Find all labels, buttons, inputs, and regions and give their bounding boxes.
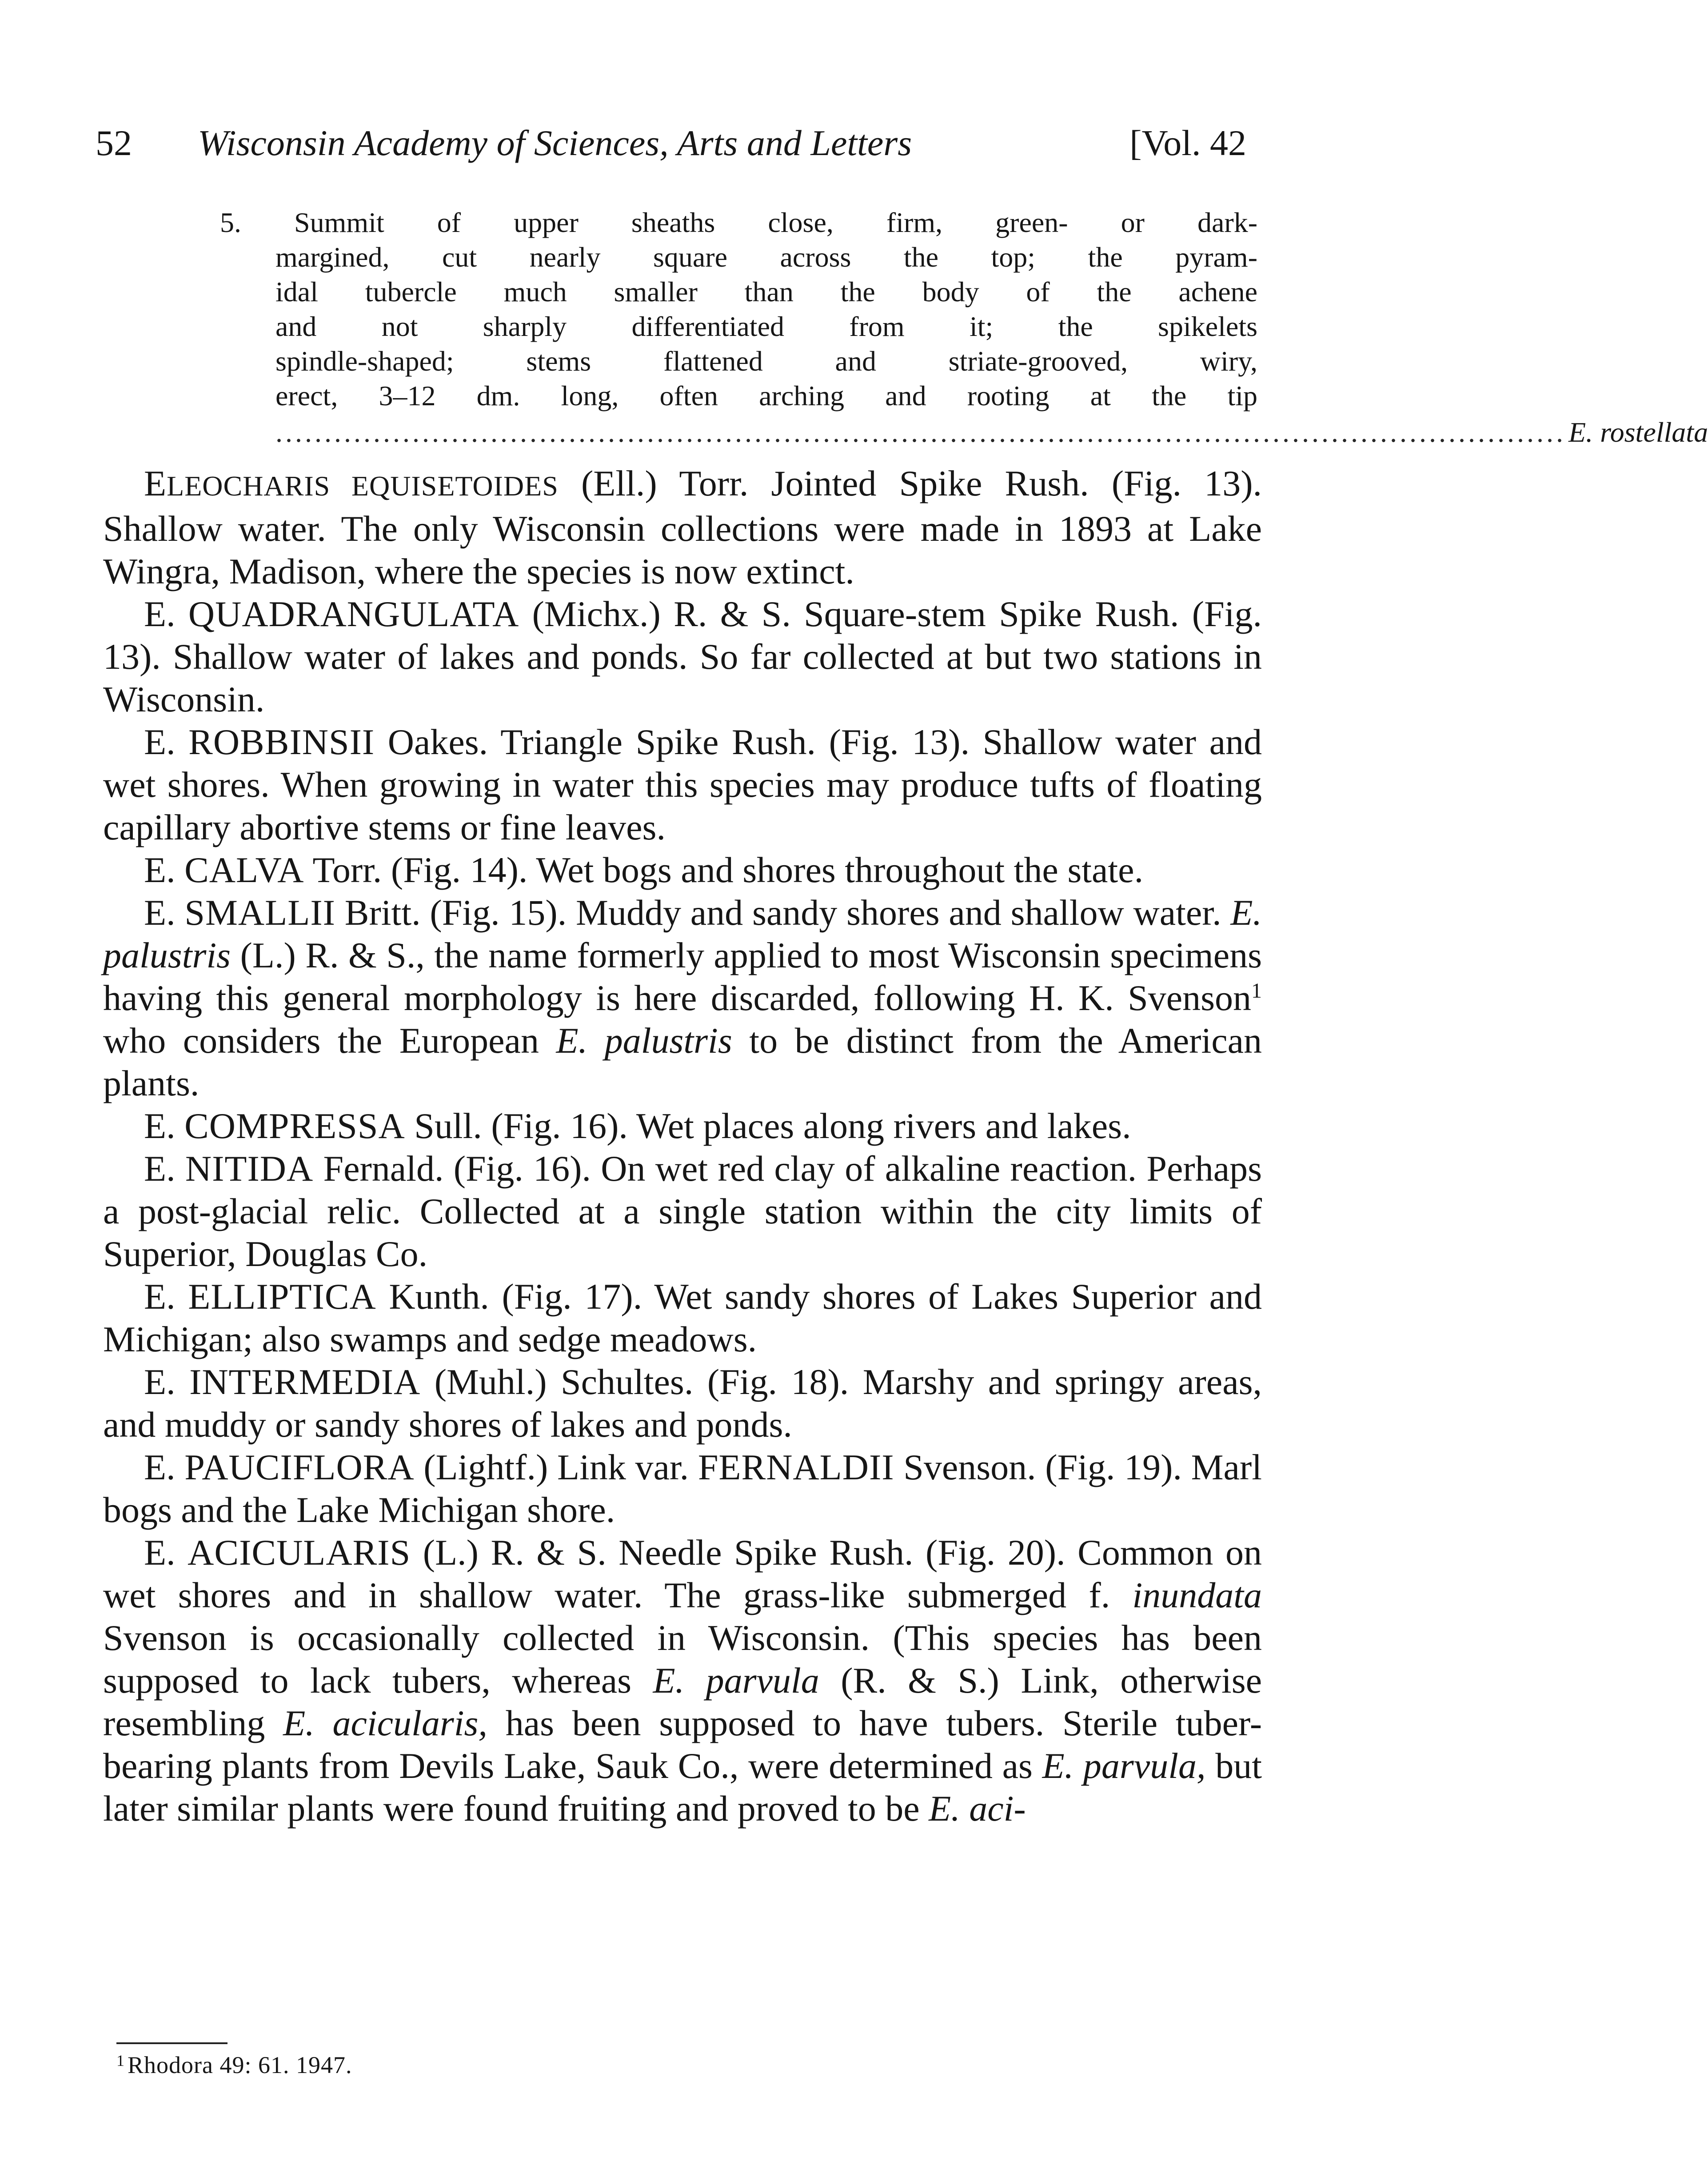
running-head bbox=[96, 116, 1246, 170]
entry-pauciflora: E. PAUCIFLORA (Lightf.) Link var. FERNALDII Svenson. (Fig. 19). Marl bogs and the Lake Michigan shore. bbox=[103, 1447, 1262, 1530]
volume-label: [Vol. 42 bbox=[1129, 123, 1246, 163]
entry-robbinsii: E. ROBBINSII Oakes. Triangle Spike Rush. (Fig. 13). Shallow water and wet shores. When growing in water this species may produce tufts of floating capillary abortive stems or fine leaves. bbox=[103, 722, 1262, 847]
key-lead-destination-line bbox=[240, 415, 1708, 450]
key-destination: E. rostellata bbox=[1568, 416, 1708, 448]
footnote-text: Rhodora 49: 61. 1947. bbox=[128, 2052, 352, 2078]
key-lead-line: 5. Summit of upper sheaths close, firm, green- or dark- bbox=[220, 207, 1258, 238]
species-name: NITIDA bbox=[185, 1148, 314, 1189]
entry-nitida: E. NITIDA Fernald. (Fig. 16). On wet red clay of alkaline reaction. Perhaps a post-glacial relic. Collected at a single station within the city limits of Superior, Douglas Co. bbox=[103, 1148, 1262, 1274]
journal-title: Wisconsin Academy of Sciences, Arts and Letters bbox=[198, 123, 912, 163]
species-name: ACICULARIS bbox=[188, 1532, 411, 1573]
species-name: SMALLII bbox=[184, 892, 335, 933]
key-lead-line: idal tubercle much smaller than the body of the achene bbox=[275, 276, 1257, 308]
entry-intermedia: E. INTERMEDIA (Muhl.) Schultes. (Fig. 18). Marshy and springy areas, and muddy or sandy shores of lakes and ponds. bbox=[103, 1362, 1262, 1445]
entry-compressa: E. COMPRESSA Sull. (Fig. 16). Wet places along rivers and lakes. bbox=[144, 1106, 1131, 1146]
species-name: ELEOCHARIS EQUISETOIDES bbox=[144, 463, 559, 503]
key-lead-line: spindle-shaped; stems flattened and striate-grooved, wiry, bbox=[275, 345, 1257, 377]
key-lead-line: margined, cut nearly square across the top; the pyram- bbox=[275, 241, 1257, 273]
entry-elliptica: E. ELLIPTICA Kunth. (Fig. 17). Wet sandy shores of Lakes Superior and Michigan; also swamps and sedge meadows. bbox=[103, 1276, 1262, 1359]
entry-smallii: E. SMALLII Britt. (Fig. 15). Muddy and sandy shores and shallow water. E. palustris (L.) R. & S., the name formerly applied to most Wisconsin specimens having this general morphology is here discarded, following H. K. Svenson$^1$ who considers the European E. palustris to be distinct from the American plants. bbox=[103, 892, 1262, 1103]
species-name: ROBBINSII bbox=[188, 722, 375, 762]
footnote-reference: 1 bbox=[1251, 979, 1262, 1003]
entry-equisetoides: ELEOCHARIS EQUISETOIDES (Ell.) Torr. Jointed Spike Rush. (Fig. 13). Shallow water. The only Wisconsin collections were made in 1893 at Lake Wingra, Madison, where the species is now extinct. bbox=[103, 463, 1262, 591]
entry-calva: E. CALVA Torr. (Fig. 14). Wet bogs and shores throughout the state. bbox=[144, 850, 1144, 890]
species-name: INTERMEDIA bbox=[189, 1362, 421, 1402]
footnote-rule bbox=[116, 2042, 227, 2044]
variety-name: FERNALDII bbox=[698, 1447, 894, 1487]
key-lead-5 bbox=[220, 205, 1708, 450]
species-name: PAUCIFLORA bbox=[184, 1447, 415, 1487]
species-name: COMPRESSA bbox=[184, 1106, 405, 1146]
species-name: CALVA bbox=[184, 850, 304, 890]
key-lead-number: 5. bbox=[220, 207, 241, 238]
dot-leader: .................................................................................................................................... bbox=[275, 416, 1566, 448]
species-name: ELLIPTICA bbox=[188, 1276, 376, 1317]
footnote-marker: 1 bbox=[116, 2052, 125, 2069]
footnote bbox=[116, 2049, 783, 2081]
key-lead-line: and not sharply differentiated from it; the spikelets bbox=[275, 311, 1257, 342]
entry-quadrangulata: E. QUADRANGULATA (Michx.) R. & S. Square-stem Spike Rush. (Fig. 13). Shallow water of lakes and ponds. So far collected at but two stations in Wisconsin. bbox=[103, 594, 1262, 719]
key-lead-line: erect, 3–12 dm. long, often arching and rooting at the tip bbox=[275, 380, 1257, 411]
species-name: QUADRANGULATA bbox=[188, 594, 519, 634]
page-number: 52 bbox=[96, 123, 132, 163]
entry-acicularis: E. ACICULARIS (L.) R. & S. Needle Spike Rush. (Fig. 20). Common on wet shores and in shallow water. The grass-like submerged f. inundata Svenson is occasionally collected in Wisconsin. (This species has been supposed to lack tubers, whereas E. parvula (R. & S.) Link, otherwise resembling E. acicularis, has been supposed to have tubers. Sterile tuber-bearing plants from Devils Lake, Sauk Co., were determined as E. parvula, but later similar plants were found fruiting and proved to be E. aci- bbox=[103, 1532, 1262, 1829]
species-accounts bbox=[103, 462, 1262, 1830]
